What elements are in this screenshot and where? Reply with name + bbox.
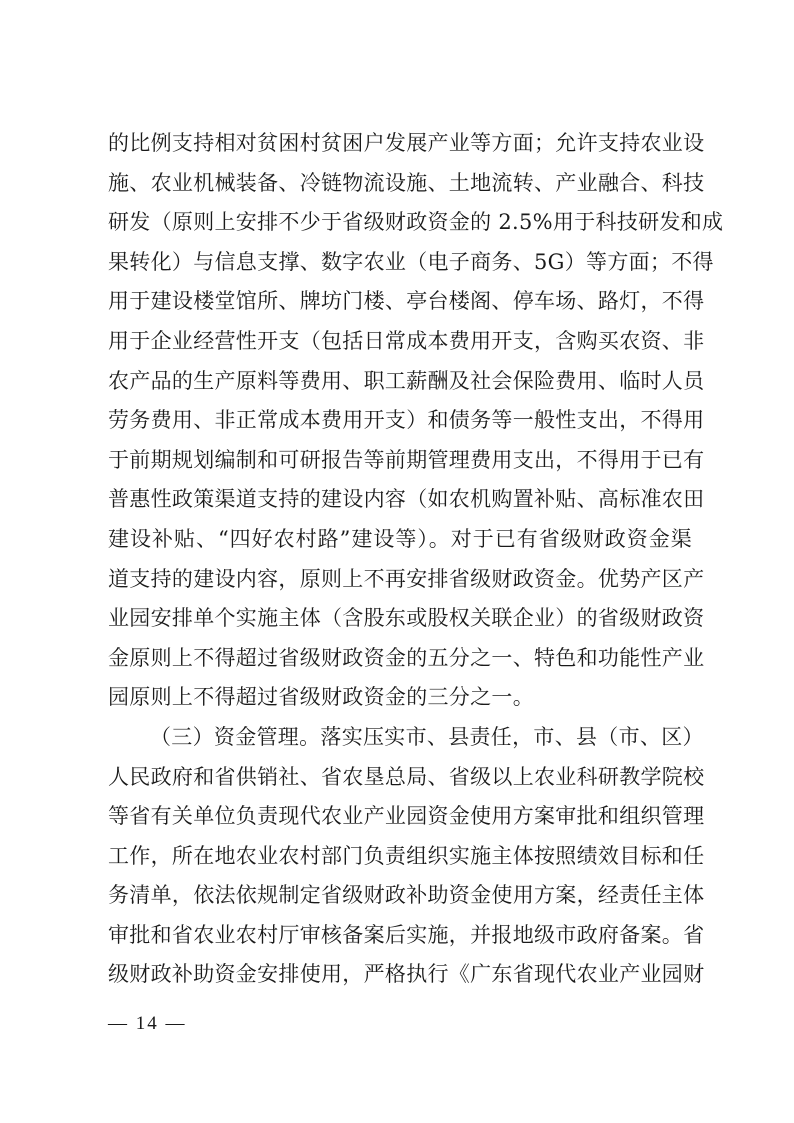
text-line: 等省有关单位负责现代农业产业园资金使用方案审批和组织管理 bbox=[108, 804, 705, 829]
text-line: 的比例支持相对贫困村贫困户发展产业等方面；允许支持农业设 bbox=[108, 131, 705, 155]
text-line: 用于建设楼堂馆所、牌坊门楼、亭台楼阁、停车场、路灯，不得 bbox=[108, 289, 705, 314]
text-line: 研发（原则上安排不少于省级财政资金的 2.5%用于科技研发和成 bbox=[108, 210, 724, 235]
text-line: 施、农业机械装备、冷链物流设施、土地流转、产业融合、科技 bbox=[108, 170, 705, 195]
text-line: 业园安排单个实施主体（含股东或股权关联企业）的省级财政资 bbox=[108, 606, 705, 631]
text-line: 普惠性政策渠道支持的建设内容（如农机购置补贴、高标准农田 bbox=[108, 487, 705, 512]
text-line: 审批和省农业农村厅审核备案后实施，并报地级市政府备案。省 bbox=[108, 922, 705, 947]
page-number: — 14 — bbox=[108, 1013, 187, 1034]
text-line: 级财政补助资金安排使用，严格执行《广东省现代农业产业园财 bbox=[108, 962, 705, 987]
document-body bbox=[108, 124, 724, 995]
text-line: 于前期规划编制和可研报告等前期管理费用支出，不得用于已有 bbox=[108, 447, 705, 472]
section-heading-line: （三）资金管理。落实压实市、县责任，市、县（市、区） bbox=[150, 724, 704, 749]
text-line: 劳务费用、非正常成本费用开支）和债务等一般性支出，不得用 bbox=[108, 408, 705, 433]
text-line: 工作，所在地农业农村部门负责组织实施主体按照绩效目标和任 bbox=[108, 843, 705, 868]
text-line: 道支持的建设内容，原则上不再安排省级财政资金。优势产区产 bbox=[108, 566, 705, 591]
text-line: 人民政府和省供销社、省农垦总局、省级以上农业科研教学院校 bbox=[108, 764, 705, 789]
text-line: 建设补贴、“四好农村路”建设等）。对于已有省级财政资金渠 bbox=[108, 526, 692, 551]
text-line: 果转化）与信息支撑、数字农业（电子商务、5G）等方面；不得 bbox=[108, 249, 714, 274]
text-line: 金原则上不得超过省级财政资金的五分之一、特色和功能性产业 bbox=[108, 645, 705, 670]
text-line: 务清单，依法依规制定省级财政补助资金使用方案，经责任主体 bbox=[108, 883, 705, 908]
text-line: 园原则上不得超过省级财政资金的三分之一。 bbox=[108, 685, 534, 710]
text-line: 用于企业经营性开支（包括日常成本费用开支，含购买农资、非 bbox=[108, 328, 705, 353]
text-line: 农产品的生产原料等费用、职工薪酬及社会保险费用、临时人员 bbox=[108, 368, 705, 393]
